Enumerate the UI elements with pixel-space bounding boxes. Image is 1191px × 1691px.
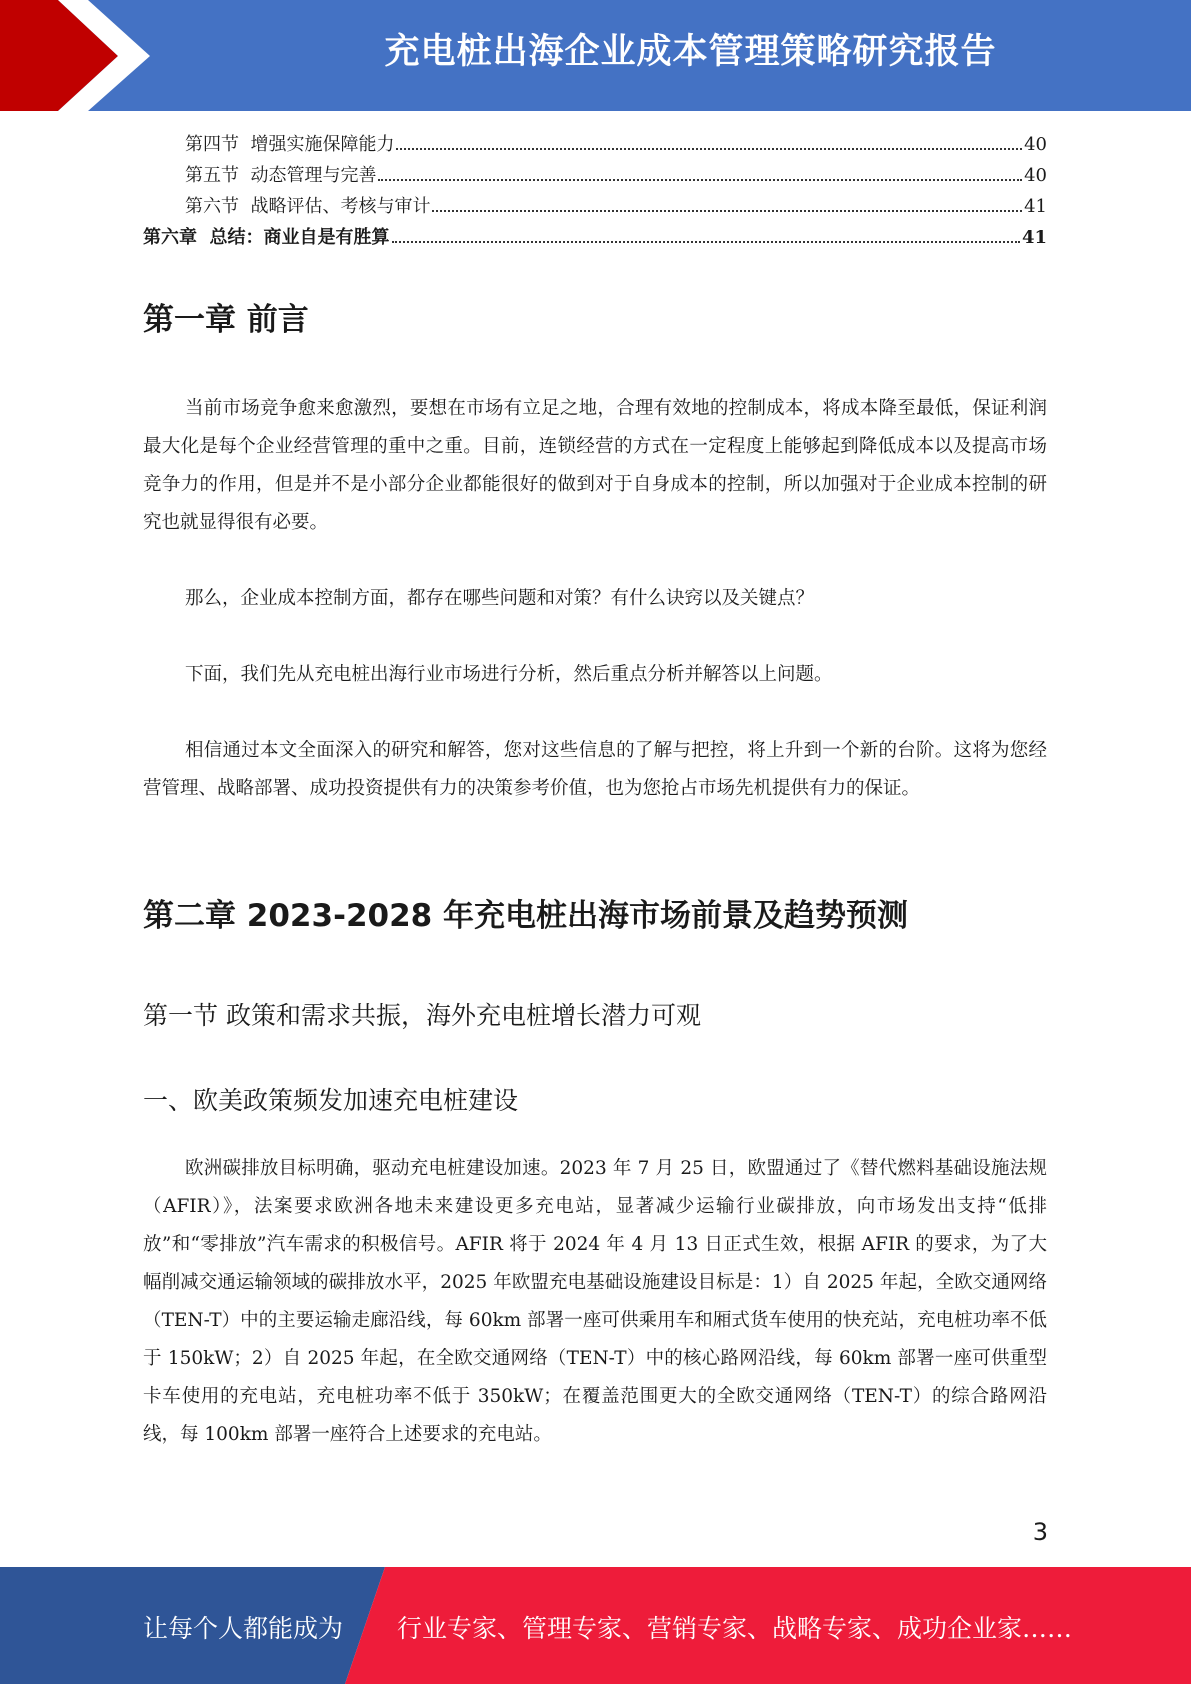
body-paragraph: 欧洲碳排放目标明确，驱动充电桩建设加速。2023 年 7 月 25 日，欧盟通过了《替代燃料基础设施法规（AFIR）》，法案要求欧洲各地未来建设更多充电站，显著减少运输行业碳排放，向市场发出支持“低排放”和“零排放”汽车需求的积极信号。AFIR 将于 2024 年 4 月 13 日正式生效，根据 AFIR 的要求，为了大幅削减交通运输领域的碳排放水平，2025 年欧盟充电基础设施建设目标是：1）自 2025 年起，全欧交通网络（TEN-T）中的主要运输走廊沿线，每 60km 部署一座可供乘用车和厢式货车使用的快充站，充电桩功率不低于 150kW；2）自 2025 年起，在全欧交通网络（TEN-T）中的核心路网沿线，每 60km 部署一座可供重型卡车使用的充电站，充电桩功率不低于 350kW；在覆盖范围更大的全欧交通网络（TEN-T）的综合路网沿线，每 100km 部署一座符合上述要求的充电站。 (143, 1158, 1047, 1445)
toc-entry-label: 第四节 增强实施保障能力 (185, 134, 395, 155)
toc-entry-page: 41 (1024, 196, 1047, 217)
footer-slogan-right: 行业专家、管理专家、营销专家、战略专家、成功企业家…… (397, 1614, 1073, 1643)
table-of-contents (143, 130, 1047, 254)
toc-entry-page: 41 (1021, 227, 1047, 248)
footer-slogan-left: 让每个人都能成为 (143, 1614, 344, 1643)
body-paragraph: 下面，我们先从充电桩出海行业市场进行分析，然后重点分析并解答以上问题。 (185, 664, 833, 685)
toc-chapter-entry[interactable] (143, 223, 1047, 254)
toc-entry-label: 第六节 战略评估、考核与审计 (185, 196, 431, 217)
chapter-1-heading: 第一章 前言 (143, 302, 309, 338)
body-paragraph: 那么，企业成本控制方面，都存在哪些问题和对策？有什么诀窍以及关键点？ (185, 588, 815, 609)
page-header (0, 0, 1191, 111)
toc-entry[interactable] (143, 130, 1047, 161)
toc-entry-label: 第五节 动态管理与完善 (185, 165, 377, 186)
page-footer (0, 1567, 1191, 1684)
body-paragraph: 当前市场竞争愈来愈激烈，要想在市场有立足之地，合理有效地的控制成本，将成本降至最低，保证利润最大化是每个企业经营管理的重中之重。目前，连锁经营的方式在一定程度上能够起到降低成本以及提高市场竞争力的作用，但是并不是小部分企业都能很好的做到对于自身成本的控制，所以加强对于企业成本控制的研究也就显得很有必要。 (143, 398, 1047, 533)
toc-entry-page: 40 (1024, 134, 1047, 155)
toc-leader-dots (392, 241, 1020, 243)
page-number: 3 (1032, 1518, 1048, 1546)
toc-entry-page: 40 (1024, 165, 1047, 186)
header-title: 充电桩出海企业成本管理策略研究报告 (384, 32, 997, 72)
body-paragraph: 相信通过本文全面深入的研究和解答，您对这些信息的了解与把控，将上升到一个新的台阶。这将为您经营管理、战略部署、成功投资提供有力的决策参考价值，也为您抢占市场先机提供有力的保证。 (143, 740, 1047, 799)
toc-entry-label: 第六章 总结：商业自是有胜算 (143, 227, 390, 248)
toc-leader-dots (432, 210, 1022, 212)
chapter-2-heading: 第二章 2023-2028 年充电桩出海市场前景及趋势预测 (143, 898, 909, 934)
toc-leader-dots (396, 148, 1022, 150)
toc-leader-dots (378, 179, 1022, 181)
section-heading: 第一节 政策和需求共振，海外充电桩增长潜力可观 (143, 1001, 701, 1030)
toc-entry[interactable] (143, 192, 1047, 223)
subsection-heading: 一、欧美政策频发加速充电桩建设 (143, 1086, 519, 1115)
toc-entry[interactable] (143, 161, 1047, 192)
